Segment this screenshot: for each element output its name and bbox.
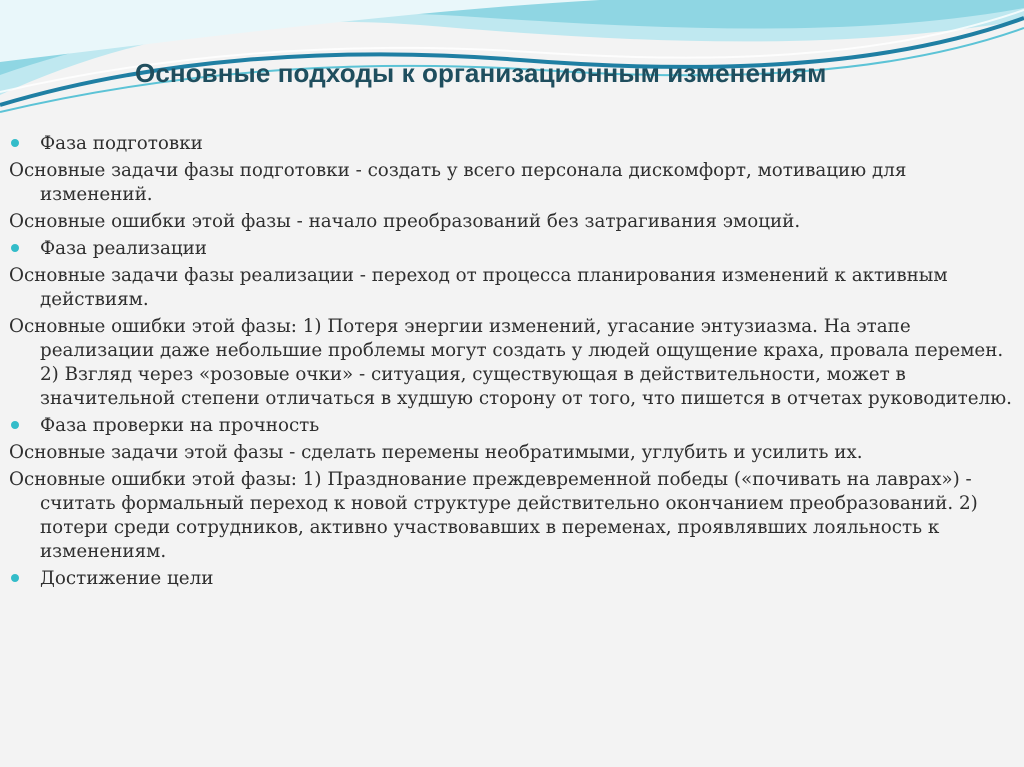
content-body: [9, 132, 1014, 594]
bullet-dot-icon: [11, 139, 19, 147]
bullet-dot-icon: [11, 574, 19, 582]
paragraph: Основные задачи фазы реализации - переход от процесса планирования изменений к активным действиям.: [9, 265, 948, 310]
bullet-phase-verification: [9, 414, 1014, 438]
paragraph: Основные задачи фазы подготовки - создать у всего персонала дискомфорт, мотивацию для изменений.: [9, 160, 907, 205]
paragraph: Основные ошибки этой фазы: 1) Празднование преждевременной победы («почивать на лаврах») - считать формальный переход к новой структуре действительно окончанием преобразований. 2) потери среди сотрудников, активно участвовавших в переменах, проявлявших лояльность к изменениям.: [9, 469, 978, 562]
bullet-phase-preparation: [9, 132, 1014, 156]
paragraph: Основные задачи этой фазы - сделать перемены необратимыми, углубить и усилить их.: [9, 442, 863, 463]
bullet-goal-achievement: [9, 567, 1014, 591]
bullet-text: Фаза проверки на прочность: [40, 415, 320, 436]
bullet-text: Достижение цели: [40, 568, 214, 589]
bullet-text: Фаза реализации: [40, 238, 207, 259]
bullet-dot-icon: [11, 421, 19, 429]
bullet-phase-implementation: [9, 237, 1014, 261]
page-title: Основные подходы к организационным изменениям: [135, 58, 827, 88]
paragraph: Основные ошибки этой фазы - начало преобразований без затрагивания эмоций.: [9, 211, 801, 232]
bullet-text: Фаза подготовки: [40, 133, 203, 154]
bullet-dot-icon: [11, 244, 19, 252]
paragraph: Основные ошибки этой фазы: 1) Потеря энергии изменений, угасание энтузиазма. На этапе реализации даже небольшие проблемы могут создать у людей ощущение краха, провала перемен. 2) Взгляд через «розовые очки» - ситуация, существующая в действительности, может в значительной степени отличаться в худшую сторону от того, что пишется в отчетах руководителю.: [9, 316, 1012, 409]
